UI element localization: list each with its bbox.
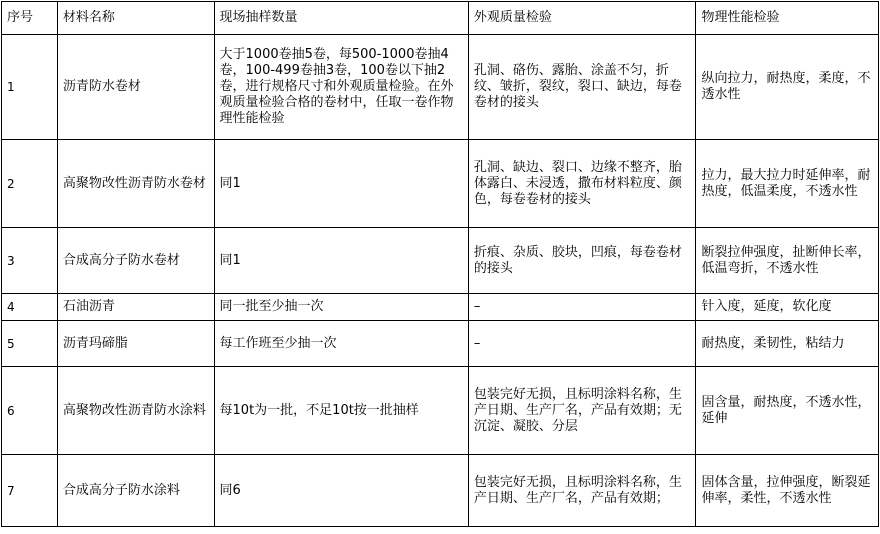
cell-material-name: 合成高分子防水卷材 [57, 228, 214, 294]
cell-physical: 针入度，延度，软化度 [696, 294, 879, 321]
cell-appearance: 包装完好无损，且标明涂料名称，生产日期、生产厂名，产品有效期； [468, 455, 696, 527]
cell-appearance: 包装完好无损，且标明涂料名称，生产日期、生产厂名，产品有效期；无沉淀、凝胶、分层 [468, 367, 696, 455]
table-row [2, 455, 879, 527]
cell-physical: 断裂拉伸强度，扯断伸长率，低温弯折，不透水性 [696, 228, 879, 294]
header-appearance-check: 外观质量检验 [468, 2, 696, 35]
cell-material-name: 石油沥青 [57, 294, 214, 321]
table-row [2, 321, 879, 367]
header-seq: 序号 [2, 2, 58, 35]
cell-appearance: 孔洞、缺边、裂口、边缘不整齐，胎体露白、未浸透，撒布材料粒度、颜色，每卷卷材的接头 [468, 140, 696, 228]
cell-sample-quantity: 同1 [214, 228, 468, 294]
header-sample-quantity: 现场抽样数量 [214, 2, 468, 35]
cell-physical: 固含量，耐热度，不透水性，延伸 [696, 367, 879, 455]
table-row [2, 367, 879, 455]
cell-material-name: 高聚物改性沥青防水涂料 [57, 367, 214, 455]
cell-physical: 拉力，最大拉力时延伸率，耐热度，低温柔度，不透水性 [696, 140, 879, 228]
cell-physical: 固体含量，拉伸强度，断裂延伸率，柔性，不透水性 [696, 455, 879, 527]
inspection-table [1, 1, 879, 527]
cell-appearance: 孔洞、硌伤、露胎、涂盖不匀，折纹、皱折，裂纹，裂口、缺边，每卷卷材的接头 [468, 35, 696, 140]
table-header-row [2, 2, 879, 35]
cell-seq: 7 [2, 455, 58, 527]
cell-physical: 纵向拉力，耐热度，柔度，不透水性 [696, 35, 879, 140]
table-row [2, 294, 879, 321]
cell-seq: 1 [2, 35, 58, 140]
cell-seq: 2 [2, 140, 58, 228]
cell-sample-quantity: 每10t为一批，不足10t按一批抽样 [214, 367, 468, 455]
cell-sample-quantity: 同一批至少抽一次 [214, 294, 468, 321]
header-physical-check: 物理性能检验 [696, 2, 879, 35]
cell-sample-quantity: 每工作班至少抽一次 [214, 321, 468, 367]
table-row [2, 228, 879, 294]
cell-physical: 耐热度，柔韧性，粘结力 [696, 321, 879, 367]
cell-material-name: 沥青防水卷材 [57, 35, 214, 140]
cell-seq: 3 [2, 228, 58, 294]
cell-sample-quantity: 大于1000卷抽5卷，每500-1000卷抽4卷，100-499卷抽3卷，100卷以下抽2卷，进行规格尺寸和外观质量检验。在外观质量检验合格的卷材中，任取一卷作物理性能检验 [214, 35, 468, 140]
cell-seq: 4 [2, 294, 58, 321]
cell-appearance: 折痕、杂质、胶块，凹痕，每卷卷材的接头 [468, 228, 696, 294]
cell-seq: 6 [2, 367, 58, 455]
cell-seq: 5 [2, 321, 58, 367]
table-row [2, 140, 879, 228]
header-material-name: 材料名称 [57, 2, 214, 35]
cell-appearance: – [468, 294, 696, 321]
cell-material-name: 高聚物改性沥青防水卷材 [57, 140, 214, 228]
cell-sample-quantity: 同6 [214, 455, 468, 527]
cell-appearance: – [468, 321, 696, 367]
cell-sample-quantity: 同1 [214, 140, 468, 228]
cell-material-name: 合成高分子防水涂料 [57, 455, 214, 527]
table-row [2, 35, 879, 140]
cell-material-name: 沥青玛碲脂 [57, 321, 214, 367]
